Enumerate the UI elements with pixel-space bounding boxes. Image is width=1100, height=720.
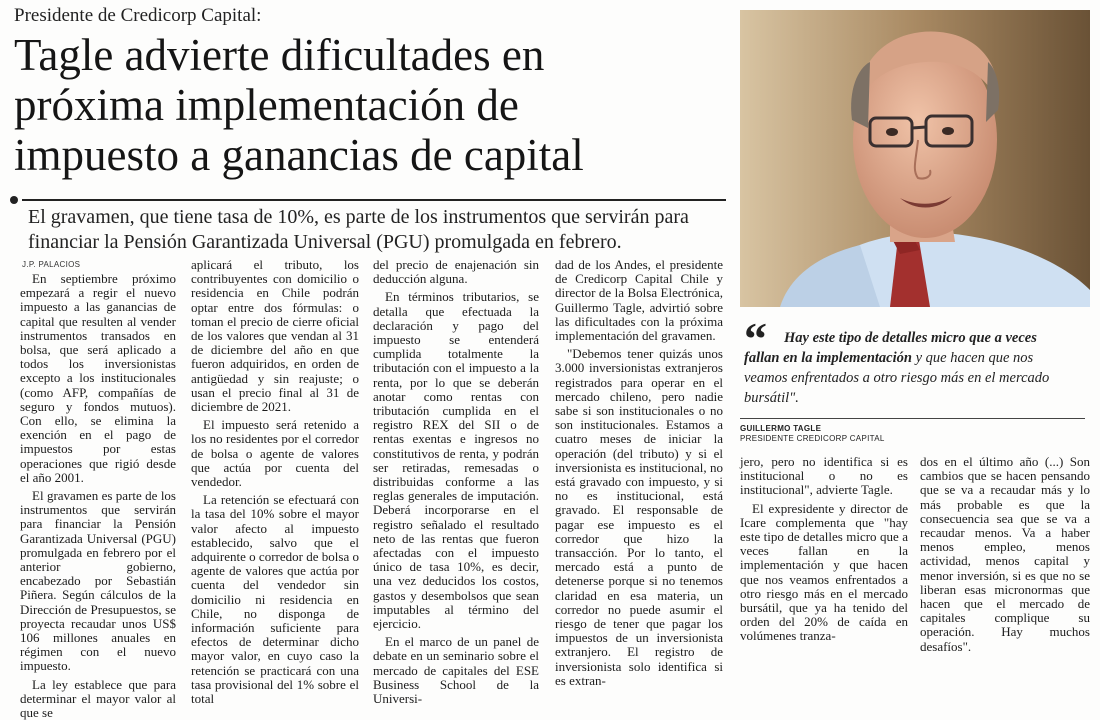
quote-line: veamos enfrentados a otro riesgo más en el mercado xyxy=(744,370,1050,386)
bullet-dot xyxy=(10,196,18,204)
quote-rest: y que hacen que nos xyxy=(911,350,1034,366)
quote-author-name: GUILLERMO TAGLE xyxy=(740,424,822,433)
headline-line: Tagle advierte dificultades en xyxy=(14,30,545,80)
divider xyxy=(22,199,726,201)
byline: J.P. PALACIOS xyxy=(22,260,81,269)
quote-text xyxy=(740,328,1080,408)
article-column-2 xyxy=(191,257,359,707)
paragraph: En el marco de un panel de debate en un seminario sobre el mercado de capitales del ESE Business School de la Universi- xyxy=(373,634,539,707)
paragraph: La retención se efectuará con la tasa del 10% sobre el mayor valor afecto al impuesto establecido, salvo que el adquirente o corredor de bolsa o agente de valores que actúa por cuenta del vendedor sin domicilio ni residencia en Chile, no disponga de información suficiente para efectos de determinar dicho mayor valor, en cuyo caso la retención se practicará con una tasa provisional del 1% sobre el total xyxy=(191,492,359,707)
subhead-line: El gravamen, que tiene tasa de 10%, es parte de los instrumentos que servirán para xyxy=(28,206,689,228)
article-column-5 xyxy=(740,454,908,644)
paragraph: El expresidente y director de Icare complementa que "hay este tipo de detalles micro que a veces fallan en la implementación y que hacen que nos veamos enfrentados a otro riesgo más en el mercado bursátil, que ya ha tenido del orden del 20% de caída en volúmenes tranza- xyxy=(740,500,908,644)
subhead-line: financiar la Pensión Garantizada Universal (PGU) promulgada en febrero. xyxy=(28,231,622,253)
paragraph: dos en el último año (...) Son cambios que se hacen pensando que se va a recaudar más y lo más probable es que la consecuencia sea que se va a recaudar menos. Va a haber menos empleo, menos actividad, menos capital y menor inversión, si es que no se liberan esas micronormas que hacen que el mercado de capitales complique su operación. Hay muchos desafíos". xyxy=(920,454,1090,654)
portrait-photo xyxy=(740,10,1090,307)
quote-bold: Hay este tipo de detalles micro que a veces xyxy=(784,330,1037,346)
paragraph: El impuesto será retenido a los no residentes por el corredor de bolsa o agente de valores que actúa por cuenta del vendedor. xyxy=(191,417,359,490)
subhead xyxy=(28,205,728,255)
headline xyxy=(14,30,724,180)
quote-line: bursátil". xyxy=(744,390,799,406)
portrait-illustration xyxy=(740,10,1090,307)
article-column-6 xyxy=(920,454,1090,654)
quote-bold: fallan en la implementación xyxy=(744,350,912,366)
paragraph: del precio de enajenación sin deducción alguna. xyxy=(373,257,539,287)
paragraph: El gravamen es parte de los instrumentos que servirán para financiar la Pensión Garantizada Universal (PGU) promulgada en febrero por el anterior gobierno, encabezado por Sebastián Piñera. Según cálculos de la Dirección de Presupuestos, se proyecta recaudar unos US$ 106 millones anuales en régimen con el nuevo impuesto. xyxy=(20,488,176,674)
quote-author-role: PRESIDENTE CREDICORP CAPITAL xyxy=(740,434,885,443)
paragraph: dad de los Andes, el presidente de Credicorp Capital Chile y director de la Bolsa Electrónica, Guillermo Tagle, advirtió sobre las dificultades con la próxima implementación del gravamen. xyxy=(555,257,723,344)
paragraph: aplicará el tributo, los contribuyentes con domicilio o residencia en Chile podrán optar entre dos fórmulas: o toman el precio de cierre oficial de los valores que vendan al 31 de diciembre del año en que fueron adquiridos, en orden de antigüedad y sin reajuste; o usan el precio final al 31 de diciembre de 2021. xyxy=(191,257,359,415)
article-column-1 xyxy=(20,271,176,720)
divider xyxy=(740,418,1085,419)
paragraph: En términos tributarios, se detalla que efectuada la declaración y pago del impuesto se entenderá cumplida totalmente la tributación con el impuesto a la renta, por lo que se deberán anotar como rentas con tributación cumplida en el registro REX del SII o de rentas exentas e ingresos no constitutivos de renta, y podrán ser retiradas, remesadas o distribuidas conforme a las reglas generales de imputación. Deberá incorporarse en el registro señalado el resultado neto de las rentas que fueron afectadas con el impuesto único de tasa 10%, es decir, una vez deducidos los costos, gastos y desembolsos que sean imputables al término del ejercicio. xyxy=(373,289,539,632)
paragraph: jero, pero no identifica si es institucional o no es institucional", advierte Tagle. xyxy=(740,454,908,498)
article-column-4 xyxy=(555,257,723,688)
article-column-3 xyxy=(373,257,539,707)
paragraph: "Debemos tener quizás unos 3.000 inversionistas extranjeros registrados para operar en el mercado chileno, pero nadie sabe si son institucionales o no son institucionales. Estamos a cuatro meses de iniciar la operación (del tributo) y si el inversionista es institucional, no está gravado con impuesto, y si no es institucional, está gravado. El responsable de pagar ese impuesto es el corredor que hizo la transacción. Por lo tanto, el mercado está a punto de detenerse porque si no tenemos claridad en esa materia, un corredor no puede asumir el riesgo de tener que pagar los impuestos de un inversionista extranjero. El registro de inversionista solo identifica si es extran- xyxy=(555,346,723,688)
headline-line: próxima implementación de xyxy=(14,80,519,130)
paragraph: En septiembre próximo empezará a regir el nuevo impuesto a las ganancias de capital que resulten al vender instrumentos transados en bolsa, que será aplicado a todos los inversionistas excepto a los institucionales (como AFP, compañías de seguro y fondos mutuos). Con ello, se elimina la exención en el pago de impuestos por estas operaciones que rigió desde el año 2001. xyxy=(20,271,176,485)
headline-line: impuesto a ganancias de capital xyxy=(14,130,584,180)
quote-mark-icon: “ xyxy=(744,313,767,364)
pull-quote xyxy=(740,313,1090,450)
paragraph: La ley establece que para determinar el mayor valor al que se xyxy=(20,676,176,720)
kicker: Presidente de Credicorp Capital: xyxy=(14,5,262,26)
